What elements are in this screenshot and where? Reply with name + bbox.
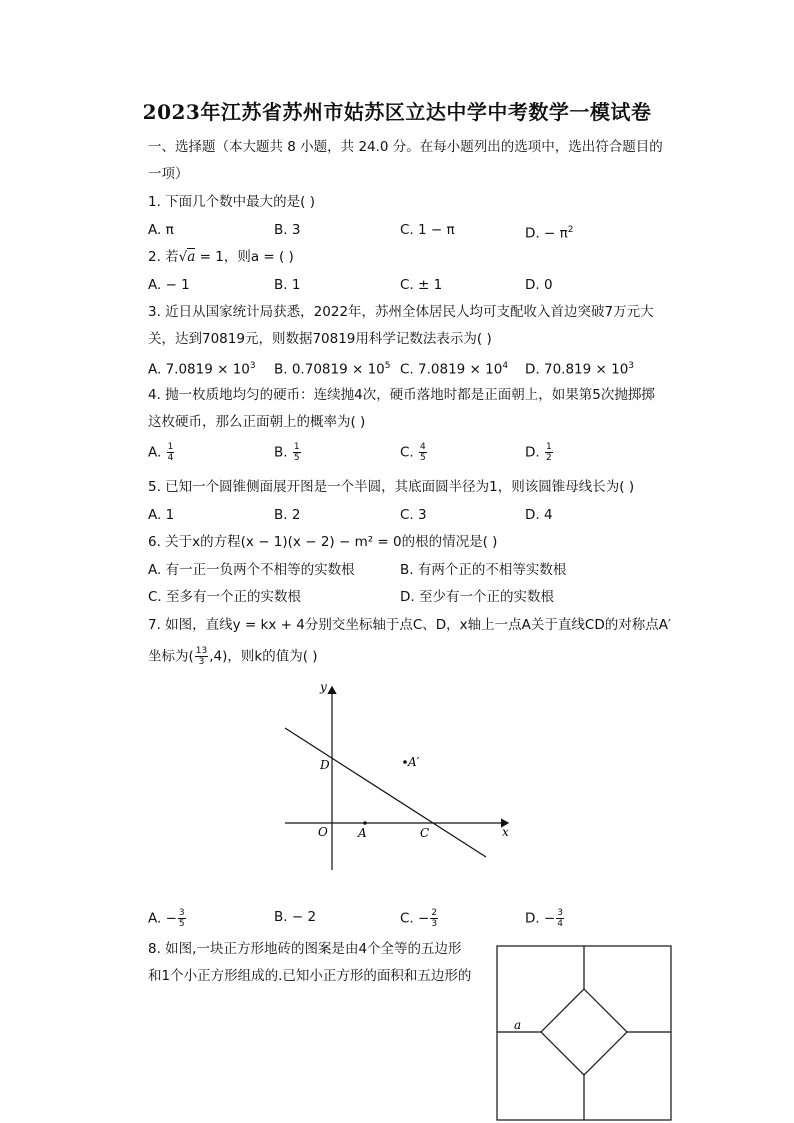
q6-stem: 6. 关于x的方程(x − 1)(x − 2) − m² = 0的根的情况是( )	[148, 534, 498, 550]
q3-option-b: B. $0.70819 \times 10^5$	[274, 361, 391, 378]
q6-option-b: B. 有两个正的不相等实数根	[400, 562, 567, 578]
q7-option-d: D. − $\frac{3}{4}$	[525, 908, 564, 929]
q3-option-c: C. $7.0819 \times 10^4$	[400, 361, 509, 378]
point-a-label: A	[358, 826, 367, 840]
q4-option-c: C. $\frac{4}{5}$	[400, 442, 426, 463]
section-heading-line1: 一、选择题（本大题共 8 小题，共 24.0 分。在每小题列出的选项中，选出符合题目的	[148, 139, 663, 155]
q7-stem-line1: 7. 如图，直线y = kx + 4分别交坐标轴于点C、D，x轴上一点A关于直线CD的对称点A′	[148, 617, 672, 633]
q3-stem-line1: 3. 近日从国家统计局获悉，2022年，苏州全体居民人均可支配收入首边突破7万元大	[148, 304, 654, 320]
q5-option-a: A. 1	[148, 507, 175, 523]
q5-stem: 5. 已知一个圆锥侧面展开图是一个半圆，其底面圆半径为1，则该圆锥母线长为( )	[148, 479, 635, 495]
q1-option-b: B. 3	[274, 222, 301, 238]
q1-stem: 1. 下面几个数中最大的是( )	[148, 194, 315, 210]
segment-a-label: a	[514, 1018, 522, 1032]
q1-option-c: C. 1 − π	[400, 222, 455, 238]
q6-option-a: A. 有一正一负两个不相等的实数根	[148, 562, 355, 578]
point-a-prime-label: A′	[408, 755, 420, 769]
point-d-label: D	[320, 758, 330, 772]
q6-option-d: D. 至少有一个正的实数根	[400, 589, 554, 605]
q2-option-a: A. − 1	[148, 277, 190, 293]
point-a	[363, 821, 367, 825]
section-heading-line2: 一项）	[148, 166, 189, 182]
x-axis-label: x	[502, 825, 509, 839]
q4-stem-line1: 4. 抛一枚质地均匀的硬币：连续抛4次，硬币落地时都是正面朝上，如果第5次抛掷掷	[148, 387, 655, 403]
q8-stem-line2: 和1个小正方形组成的.已知小正方形的面积和五边形的	[148, 968, 472, 984]
point-c-label: C	[420, 826, 430, 840]
q1-option-a: A. π	[148, 222, 174, 238]
line-cd	[285, 728, 486, 857]
q5-option-b: B. 2	[274, 507, 301, 523]
q3-stem-line2: 关，达到70819元，则数据70819用科学记数法表示为( )	[148, 331, 492, 347]
y-axis-label: y	[320, 680, 327, 694]
q8-tile-figure	[496, 945, 674, 1121]
q7-coordinate-figure	[280, 675, 520, 875]
q4-stem-line2: 这枚硬币，那么正面朝上的概率为( )	[148, 414, 366, 430]
q5-option-d: D. 4	[525, 507, 553, 523]
q7-stem-line2: 坐标为( $\frac{13}{3}$ ,4)，则k的值为( )	[148, 646, 318, 667]
q4-option-b: B. $\frac{1}{5}$	[274, 442, 300, 463]
q4-option-a: A. $\frac{1}{4}$	[148, 442, 174, 463]
q4-option-d: D. $\frac{1}{2}$	[525, 442, 552, 463]
q5-option-c: C. 3	[400, 507, 427, 523]
q7-option-c: C. − $\frac{2}{3}$	[400, 908, 438, 929]
q7-option-b: B. − 2	[274, 909, 317, 925]
q7-option-a: A. − $\frac{3}{5}$	[148, 908, 185, 929]
exam-title: 2023年江苏省苏州市姑苏区立达中学中考数学一模试卷	[142, 100, 652, 124]
q8-stem-line1: 8. 如图,一块正方形地砖的图案是由4个全等的五边形	[148, 941, 462, 957]
q2-option-c: C. ± 1	[400, 277, 443, 293]
origin-label: O	[318, 825, 328, 839]
q3-option-a: A. $7.0819 \times 10^3$	[148, 361, 256, 378]
inner-square	[541, 989, 627, 1075]
q6-option-c: C. 至多有一个正的实数根	[148, 589, 302, 605]
point-a-prime	[403, 760, 407, 764]
q2-option-b: B. 1	[274, 277, 301, 293]
q3-option-d: D. $70.819 \times 10^3$	[525, 361, 635, 378]
q2-option-d: D. 0	[525, 277, 553, 293]
q2-stem: 2. 若√a = 1，则a = ( )	[148, 249, 294, 265]
q1-option-d: D. − $\pi^2$	[525, 225, 574, 242]
